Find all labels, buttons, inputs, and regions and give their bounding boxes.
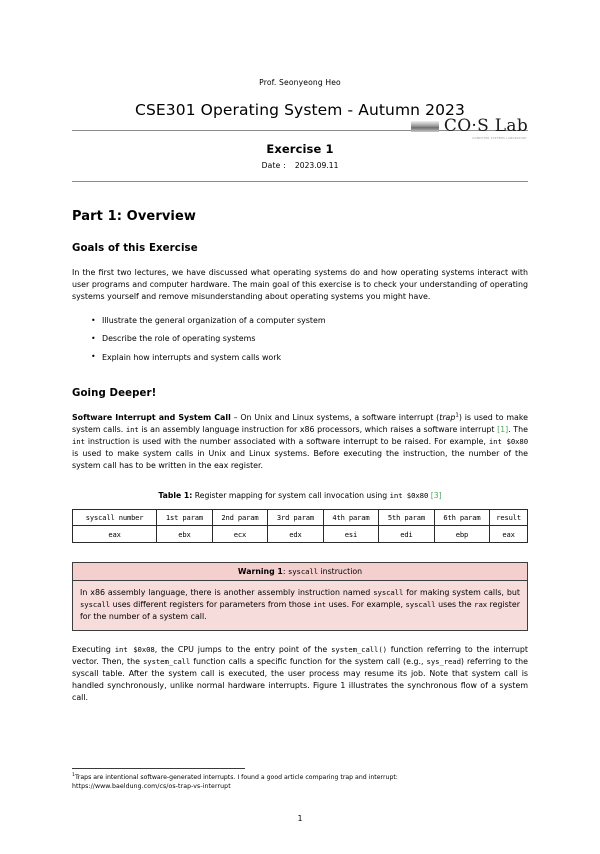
table-header-cell: 6th param (434, 509, 490, 526)
inline-code: int $0x08 (114, 644, 155, 654)
warning-box-body (73, 581, 527, 630)
date-value: 2023.09.11 (294, 161, 339, 170)
footnote-separator (72, 768, 245, 769)
professor-name: Prof. Seonyeong Heo (259, 78, 341, 87)
page-number: 1 (297, 814, 303, 823)
logo-gradient-bar-icon (411, 121, 439, 132)
text-run: In x86 assembly language, there is another assembly instruction named (80, 587, 374, 597)
text-run: uses the (435, 599, 475, 609)
table-caption-label: Table 1: (158, 490, 193, 500)
warning-label: Warning 1 (237, 566, 283, 576)
table-header-cell: 2nd param (212, 509, 268, 526)
trap-italic: trap (439, 412, 456, 422)
cos-lab-logo (411, 118, 528, 140)
logo-wordmark: CO·S Lab (443, 116, 528, 136)
inline-code: system_call() (331, 644, 387, 654)
table-row (73, 526, 528, 543)
paragraph-lead-label: Software Interrupt and System Call (72, 412, 231, 422)
inline-code: rax (474, 599, 488, 609)
table-cell: ebp (434, 526, 490, 543)
warning-box (72, 562, 528, 631)
list-item: • Explain how interrupts and system calls work (102, 352, 528, 364)
goals-intro-paragraph: In the first two lectures, we have discussed what operating systems do and how operating systems interact with user programs and computer hardware. The main goal of this exercise is to check your understanding of operating systems yourself and remove misunderstanding about operating systems you might have. (72, 268, 528, 302)
citation-link[interactable]: [1] (497, 424, 509, 434)
inline-code: sys_read (426, 656, 461, 666)
text-run: for making system calls, but (403, 587, 520, 597)
software-interrupt-paragraph (72, 412, 528, 472)
goals-heading: Goals of this Exercise (72, 243, 198, 254)
table-cell: edi (379, 526, 435, 543)
footnote-marker: 1 (72, 772, 75, 778)
text-run: instruction is used with the number associated with a software interrupt to be raised. For example, (84, 436, 489, 446)
inline-code: int (125, 424, 139, 434)
inline-code: int (313, 599, 327, 609)
footnote-url[interactable]: https://www.baeldung.com/cs/os-trap-vs-interrupt (72, 782, 231, 790)
text-run: is used to make system calls in Unix and Linux systems. Before executing the instruction, the number of the system call has to be written in the eax register. (72, 448, 528, 470)
text-run: uses different registers for parameters from those (110, 599, 314, 609)
text-run: , the CPU jumps to the entry point of the (154, 644, 332, 654)
list-item: • Describe the role of operating systems (102, 333, 528, 345)
footnote-area (72, 768, 528, 791)
executing-paragraph (72, 644, 528, 704)
inline-code: syscall (405, 599, 436, 609)
text-run: Traps are intentional software-generated interrupts. I found a good article comparing trap and interrupt: (74, 773, 398, 781)
exercise-date (72, 161, 528, 170)
inline-code: int $0x80 (389, 490, 429, 500)
table-cell: eax (73, 526, 157, 543)
inline-code: int (72, 436, 85, 446)
text-run: ) referring to the syscall table. After the system call is executed, the user process may resume its job. Note that system call is handled synchronously, unlike normal hardware interrupts. Figure 1 illustrates the synchronous flow of a system call. (72, 656, 528, 702)
logo-tagline: COMPUTER SYSTEMS LABORATORY (472, 136, 527, 141)
register-mapping-table (72, 509, 528, 544)
part-heading: Part 1: Overview (72, 209, 196, 224)
text-run: Register mapping for system call invocation using (192, 490, 390, 500)
document-page (0, 78, 600, 854)
footnote-text (72, 773, 528, 792)
text-run: function calls a specific function for the system call (e.g., (190, 656, 427, 666)
table-cell: ecx (212, 526, 268, 543)
inline-code: syscall (80, 599, 111, 609)
inline-code: int $0x80 (488, 436, 528, 446)
text-run: is an assembly language instruction for x86 processors, which raises a software interrupt (138, 424, 498, 434)
table-cell: ebx (157, 526, 213, 543)
inline-code: syscall (287, 566, 319, 576)
inline-code: system_call (143, 656, 191, 666)
table-header-cell: 4th param (323, 509, 379, 526)
goals-list (72, 315, 528, 364)
table-cell: edx (268, 526, 324, 543)
inline-code: syscall (373, 587, 404, 597)
table-header-cell: 3rd param (268, 509, 324, 526)
text-run: Executing (72, 644, 115, 654)
text-run: function referring to the interrupt vector. Then, the (72, 644, 528, 666)
text-run: uses. For example, (326, 599, 406, 609)
text-run: instruction (318, 566, 363, 576)
text-run: – On Unix and Linux systems, a software interrupt ( (230, 412, 440, 422)
warning-box-header: Warning 1: syscall instruction (73, 563, 527, 580)
table-cell: eax (490, 526, 528, 543)
footnote-marker: 1 (455, 412, 459, 418)
exercise-title: Exercise 1 (266, 142, 334, 156)
table-header-cell: 1st param (157, 509, 213, 526)
going-deeper-heading: Going Deeper! (72, 387, 157, 399)
table-cell: esi (323, 526, 379, 543)
table-row-header (73, 509, 528, 526)
date-label: Date : (261, 161, 286, 170)
citation-link[interactable]: [3] (430, 490, 442, 500)
text-run: register for the number of a system call. (80, 599, 520, 621)
logo-row (411, 118, 528, 135)
header-rule-bottom (72, 181, 528, 182)
table-header-cell: 5th param (379, 509, 435, 526)
table-header-cell: result (490, 509, 528, 526)
text-run: . The (508, 424, 528, 434)
text-run: ) is used to make system calls. (72, 412, 528, 434)
list-item: • Illustrate the general organization of a computer system (102, 315, 528, 327)
table-header-cell: syscall number (73, 509, 157, 526)
table-caption (72, 491, 528, 500)
course-title: CSE301 Operating System - Autumn 2023 (135, 101, 465, 119)
